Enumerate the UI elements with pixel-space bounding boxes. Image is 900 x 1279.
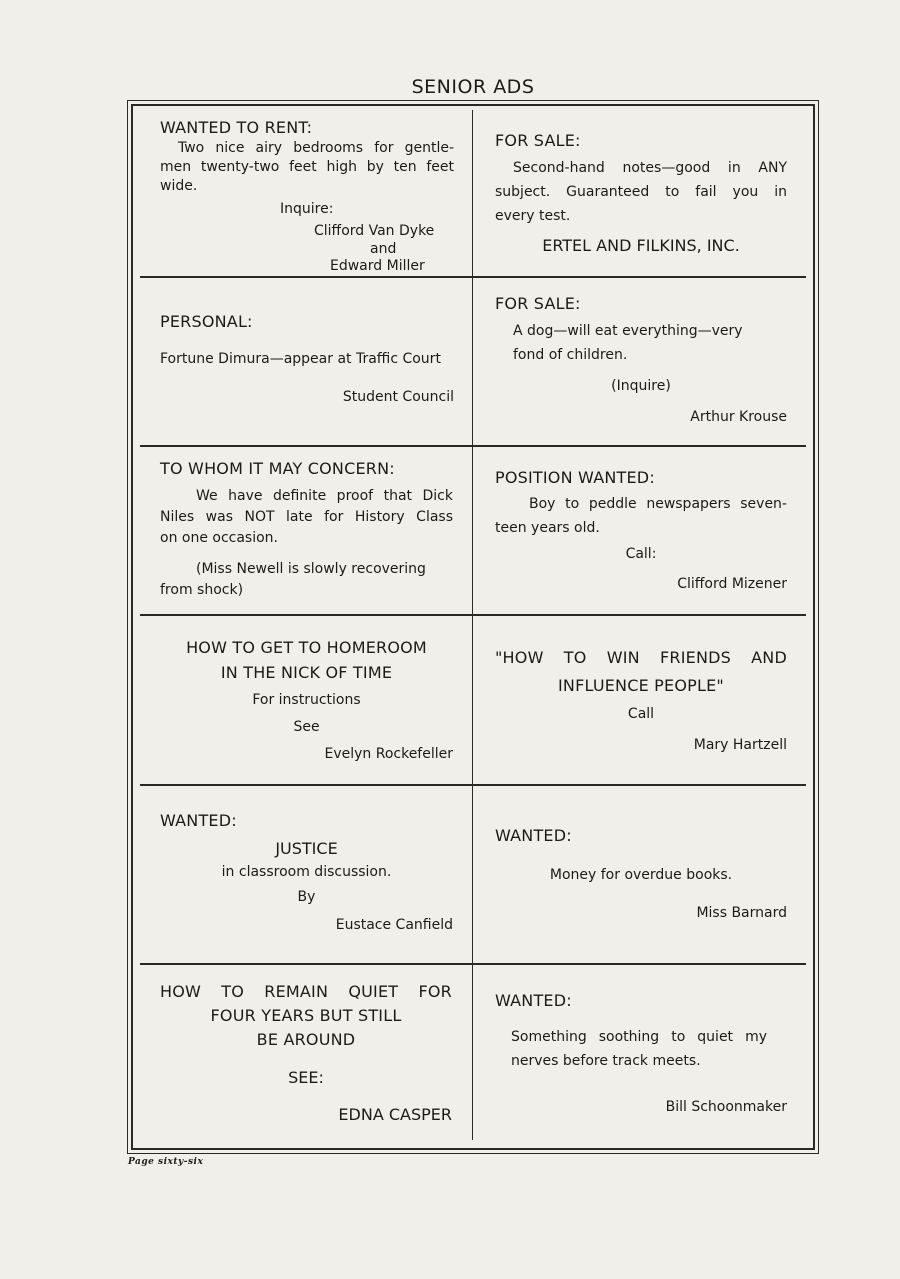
ad-for-sale-dog: [495, 293, 787, 429]
ad-heading: WANTED:: [495, 826, 572, 845]
ad-call: Call:: [625, 546, 657, 562]
row-divider-3: [140, 614, 806, 616]
ad-see: See: [293, 719, 320, 735]
ad-heading: WANTED:: [495, 991, 572, 1010]
ad-text-line: in classroom discussion.: [221, 864, 392, 880]
ad-call: Call: [627, 706, 655, 722]
ad-text-line: (Miss Newell is slowly recovering: [196, 561, 426, 577]
ad-inquire: (Inquire): [611, 378, 671, 394]
ad-contact-name: Eustace Canfield: [335, 917, 453, 933]
ad-text-line: Something soothing to quiet my: [511, 1029, 767, 1045]
ad-contact-name: Mary Hartzell: [693, 737, 787, 753]
row-divider-4: [140, 784, 806, 786]
ad-wanted-money: [495, 825, 787, 923]
ad-for-sale-notes: [495, 130, 787, 257]
ad-contact-name: Miss Barnard: [696, 905, 787, 921]
page-number-footer: Page sixty-six: [128, 1157, 204, 1167]
ad-see: SEE:: [288, 1068, 324, 1087]
ad-heading: FOR SALE:: [495, 294, 581, 313]
ad-wanted-soothing: [495, 990, 787, 1119]
ad-contact-name: Evelyn Rockefeller: [324, 746, 453, 762]
ad-heading: BE AROUND: [256, 1030, 356, 1049]
ad-heading: "HOW TO WIN FRIENDS AND: [495, 648, 787, 667]
ad-heading: WANTED:: [160, 811, 237, 830]
ad-text-line: For instructions: [252, 692, 361, 708]
ad-personal: [160, 311, 454, 407]
ad-contact-name: Arthur Krouse: [690, 409, 787, 425]
page-title: SENIOR ADS: [411, 76, 535, 98]
ad-heading: INFLUENCE PEOPLE": [558, 676, 724, 695]
ad-text-line: subject. Guaranteed to fail you in: [495, 184, 787, 200]
ad-to-whom-it-may-concern: [160, 458, 453, 601]
ad-company: ERTEL AND FILKINS, INC.: [542, 236, 740, 255]
row-divider-1: [140, 276, 806, 278]
ad-heading: HOW TO REMAIN QUIET FOR: [160, 982, 452, 1001]
ad-heading: FOUR YEARS BUT STILL: [210, 1006, 402, 1025]
ad-inquire: Inquire:: [280, 201, 334, 217]
ad-heading: IN THE NICK OF TIME: [220, 663, 393, 682]
ad-text-line: fond of children.: [513, 347, 628, 363]
ad-text-line: Fortune Dimura—appear at Traffic Court: [160, 351, 441, 367]
ad-text-line: nerves before track meets.: [511, 1053, 701, 1069]
ad-text-line: Money for overdue books.: [549, 867, 733, 883]
ad-text-line: teen years old.: [495, 520, 600, 536]
ad-wanted-to-rent: [160, 117, 454, 276]
ad-text-line: from shock): [160, 582, 244, 598]
ad-text-line: Two nice airy bedrooms for gentle-: [178, 140, 454, 156]
ad-contact-name: Edward Miller: [330, 258, 425, 274]
column-divider: [472, 110, 473, 1140]
row-divider-5: [140, 963, 806, 965]
ad-text-line: Niles was NOT late for History Class: [160, 509, 453, 525]
ad-contact-name: Bill Schoonmaker: [665, 1099, 787, 1115]
ad-heading: HOW TO GET TO HOMEROOM: [186, 638, 427, 657]
ad-heading: WANTED TO RENT:: [160, 118, 313, 137]
ad-signer: Student Council: [342, 389, 454, 405]
ad-heading: PERSONAL:: [160, 312, 253, 331]
ad-text-line: Boy to peddle newspapers seven-: [529, 496, 787, 512]
ad-win-friends: [495, 644, 787, 759]
ad-and: and: [370, 241, 397, 257]
ad-contact-name: EDNA CASPER: [338, 1105, 452, 1124]
ad-highlight-word: JUSTICE: [275, 839, 338, 858]
ad-text-line: every test.: [495, 208, 571, 224]
ad-text-line: wide.: [160, 178, 198, 194]
ad-text-line: We have definite proof that Dick: [196, 488, 453, 504]
ad-text-line: on one occasion.: [160, 530, 279, 546]
ad-text-line: men twenty-two feet high by ten feet: [160, 159, 454, 175]
ad-text-line: A dog—will eat everything—very: [513, 323, 743, 339]
ad-position-wanted: [495, 467, 787, 596]
ad-wanted-justice: [160, 810, 453, 938]
ad-homeroom: [160, 635, 453, 768]
ad-remain-quiet: [160, 980, 452, 1126]
ad-heading: TO WHOM IT MAY CONCERN:: [160, 459, 395, 478]
ad-contact-name: Clifford Mizener: [677, 576, 787, 592]
ad-by: By: [297, 889, 316, 905]
ad-text-line: Second-hand notes—good in ANY: [513, 160, 787, 176]
ad-heading: FOR SALE:: [495, 131, 581, 150]
ad-contact-name: Clifford Van Dyke: [314, 223, 435, 239]
row-divider-2: [140, 445, 806, 447]
ad-heading: POSITION WANTED:: [495, 468, 655, 487]
